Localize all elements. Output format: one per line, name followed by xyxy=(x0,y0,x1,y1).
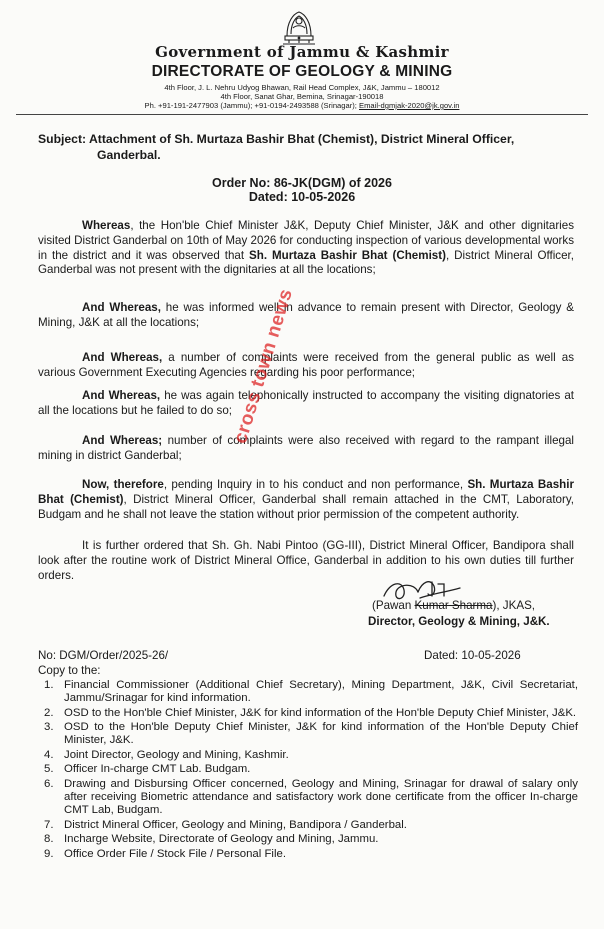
phone-numbers: Ph. +91-191-2477903 (Jammu); +91-0194-2493588 (Srinagar); xyxy=(144,101,357,110)
directorate-title: DIRECTORATE OF GEOLOGY & MINING xyxy=(151,63,453,80)
reference-number: No: DGM/Order/2025-26/ xyxy=(38,649,169,662)
paragraph-now-therefore: Now, therefore, pending Inquiry in to his conduct and non performance, Sh. Murtaza Bashir Bhat (Chemist), District Mineral Officer, Ganderbal shall remain attached in the CMT, Laboratory, Budgam and he shall not leave the station without prior permission of the competent authority. xyxy=(38,478,574,521)
officer-name: Sh. Murtaza Bashir Bhat (Chemist) xyxy=(249,248,446,262)
national-emblem-icon xyxy=(277,6,321,46)
list-item: 5. Officer In-charge CMT Lab. Budgam. xyxy=(44,763,251,776)
para-lead: Whereas xyxy=(82,219,131,232)
paragraph-whereas-4: And Whereas, he was again telephonically instructed to accompany the visiting dignatories at all the locations but he failed to do so; xyxy=(38,389,574,417)
address-srinagar: 4th Floor, Sanat Ghar, Bemina, Srinagar-190018 xyxy=(220,92,384,101)
subject xyxy=(38,131,578,163)
order-number: Order No: 86-JK(DGM) of 2026 xyxy=(212,176,392,190)
paragraph-whereas-3: And Whereas, a number of complaints were received from the general public as well as various Government Executing Agencies regarding his poor performance; xyxy=(38,351,574,379)
list-item: 1. Financial Commissioner (Additional Chief Secretary), Mining Department, J&K, Civil Secretariat, Jammu/Srinagar for kind information. xyxy=(44,679,578,705)
order-date: Dated: 10-05-2026 xyxy=(248,190,356,204)
copy-list xyxy=(38,679,578,862)
government-title: Government of Jammu & Kashmir xyxy=(155,43,449,61)
subject-line-2: Ganderbal. xyxy=(97,148,161,162)
copy-to-heading: Copy to the: xyxy=(38,664,101,677)
signatory-name: (Pawan Kumar Sharma), JKAS, xyxy=(372,599,536,612)
para-lead: And Whereas, xyxy=(82,389,161,402)
header-divider xyxy=(16,114,588,115)
officer-name: Sh. Murtaza Bashir Bhat (Chemist) xyxy=(38,478,574,506)
list-item: 2. OSD to the Hon'ble Chief Minister, J&K for kind information of the Hon'ble Deputy Chief Minister, J&K. xyxy=(44,706,577,719)
signatory-designation: Director, Geology & Mining, J&K. xyxy=(368,615,550,628)
para-lead: And Whereas, xyxy=(82,351,163,364)
email-link[interactable]: Email-dgmjak-2020@jk.gov.in xyxy=(359,101,460,110)
list-item: 4. Joint Director, Geology and Mining, Kashmir. xyxy=(44,748,289,761)
list-item: 9. Office Order File / Stock File / Personal File. xyxy=(44,847,286,860)
list-item: 7. District Mineral Officer, Geology and Mining, Bandipora / Ganderbal. xyxy=(44,818,407,831)
contact-line xyxy=(0,101,604,111)
address-jammu: 4th Floor, J. L. Nehru Udyog Bhawan, Rail Head Complex, J&K, Jammu – 180012 xyxy=(164,83,440,92)
subject-line-1: Subject: Attachment of Sh. Murtaza Bashir Bhat (Chemist), District Mineral Officer, xyxy=(38,132,515,146)
list-item: 3. OSD to the Hon'ble Deputy Chief Minister, J&K for kind information of the Hon'ble Deputy Chief Minister, J&K. xyxy=(44,721,578,747)
para-lead: And Whereas; xyxy=(82,434,163,447)
para-lead: And Whereas, xyxy=(82,301,161,314)
paragraph-further-ordered: It is further ordered that Sh. Gh. Nabi Pintoo (GG-III), District Mineral Officer, Bandipora shall look after the routine work of District Mineral Office, Ganderbal in addition to his own duties till further orders. xyxy=(38,539,574,582)
watermark: cross town news xyxy=(230,286,298,447)
para-lead: Now, therefore xyxy=(82,478,164,491)
paragraph-whereas-5: And Whereas; number of complaints were also received with regard to the rampant illegal mining in district Ganderbal; xyxy=(38,434,574,462)
reference-date: Dated: 10-05-2026 xyxy=(424,649,521,662)
paragraph-whereas-2: And Whereas, he was informed well in advance to remain present with Director, Geology & Mining, J&K at all the locations; xyxy=(38,301,574,329)
list-item: 6. Drawing and Disbursing Officer concerned, Geology and Mining, Srinagar for drawal of salary only after receiving Biometric attendance and satisfactory work done certificate from the officer In-charge CMT Lab, Budgam. xyxy=(44,777,578,817)
list-item: 8. Incharge Website, Directorate of Geology and Mining, Jammu. xyxy=(44,833,379,846)
paragraph-whereas-1: Whereas, the Hon'ble Chief Minister J&K, Deputy Chief Minister, J&K and other dignitaries visited District Ganderbal on 10th of May 2026 for conducting inspection of various developmental works in the district and it was observed that Sh. Murtaza Bashir Bhat (Chemist), District Mineral Officer, Ganderbal was not present with the dignitaries at all the locations; xyxy=(38,219,574,277)
